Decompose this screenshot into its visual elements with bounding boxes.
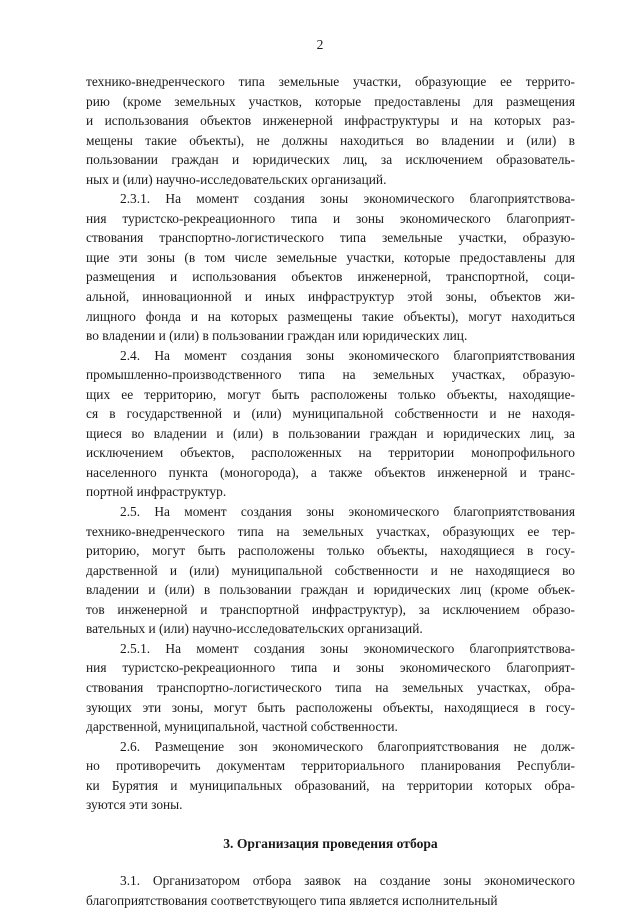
paragraph-list	[86, 72, 575, 815]
text-line: щие эти зоны (в том числе земельные участки, которые предоставлены для	[86, 249, 575, 265]
text-line: щих ее территорию, могут быть расположены только объекты, находящие-	[86, 386, 575, 402]
text-line: размещения и использования объектов инженерной, транспортной, соци-	[86, 269, 575, 285]
text-line: ствования транспортно-логистического типа земельные участки, образую-	[86, 230, 575, 246]
paragraph	[86, 871, 575, 910]
paragraph	[86, 639, 575, 737]
document-body	[86, 72, 575, 910]
text-line: ся в государственной и (или) муниципальной собственности и не находя-	[86, 406, 575, 422]
text-line: 3.1. Организатором отбора заявок на создание зоны экономического	[120, 873, 575, 889]
text-line: ных и (или) научно-исследовательских организаций.	[86, 171, 387, 187]
text-line: технико-внедренческого типа на земельных участках, образующих ее тер-	[86, 523, 575, 539]
text-line: и использования объектов инженерной инфраструктуры и на которых раз-	[86, 113, 575, 129]
text-line: 2.6. Размещение зон экономического благоприятствования не долж-	[120, 738, 575, 754]
text-line: 2.3.1. На момент создания зоны экономического благоприятствова-	[120, 191, 575, 207]
paragraph	[86, 189, 575, 345]
text-line: владении и (или) в пользовании граждан и юридических лиц (кроме объек-	[86, 582, 575, 598]
text-line: зуются эти зоны.	[86, 797, 183, 813]
text-line: 2.5. На момент создания зоны экономического благоприятствования	[120, 504, 575, 520]
text-line: лищного фонда и на которых размещены такие объекты), могут находиться	[86, 308, 575, 324]
text-line: технико-внедренческого типа земельные участки, образующие ее террито-	[86, 74, 575, 89]
text-line: дарственной и (или) муниципальной собственности и не находящиеся во	[86, 562, 575, 578]
text-line: во владении и (или) в пользовании граждан или юридических лиц.	[86, 328, 468, 344]
text-line: благоприятствования соответствующего типа является исполнительный	[86, 892, 498, 908]
paragraph	[86, 346, 575, 502]
text-line: исключением объектов, расположенных на территории монопрофильного	[86, 445, 575, 461]
text-line: промышленно-производственного типа на земельных участках, образую-	[86, 367, 575, 383]
text-line: дарственной, муниципальной, частной собственности.	[86, 719, 398, 735]
final-paragraph	[86, 871, 575, 910]
text-line: но противоречить документам территориального планирования Республи-	[86, 758, 575, 774]
paragraph	[86, 737, 575, 815]
text-line: ки Бурятия и муниципальных образований, на территории которых обра-	[86, 777, 575, 793]
text-line: вательных и (или) научно-исследовательских организаций.	[86, 621, 423, 637]
text-line: щиеся во владении и (или) в пользовании граждан и юридических лиц, за	[86, 425, 575, 441]
text-line: ния туристско-рекреационного типа и зоны экономического благоприят-	[86, 210, 575, 226]
text-line: альной, инновационной и иных инфраструктур этой зоны, объектов жи-	[86, 289, 575, 305]
text-line: ния туристско-рекреационного типа и зоны экономического благоприят-	[86, 660, 575, 676]
text-line: тов инженерной и транспортной инфраструктур), за исключением образо-	[86, 601, 575, 617]
text-line: рию (кроме земельных участков, которые предоставлены для размещения	[86, 93, 575, 109]
section-heading: 3. Организация проведения отбора	[223, 835, 438, 851]
text-line: 2.5.1. На момент создания зоны экономического благоприятствова-	[120, 640, 575, 656]
text-line: риторию, могут быть расположены только объекты, находящиеся в госу-	[86, 543, 575, 559]
paragraph	[86, 72, 575, 189]
page-number: 2	[316, 37, 324, 52]
text-line: мещены такие объекты), не должны находиться во владении и (или) в	[86, 132, 575, 148]
text-line: населенного пункта (моногорода), а также объектов инженерной и транс-	[86, 464, 575, 480]
text-line: пользовании граждан и юридических лиц, за исключением образователь-	[86, 152, 575, 168]
text-line: портной инфраструктур.	[86, 484, 227, 500]
text-line: ствования транспортно-логистического типа на земельных участках, обра-	[86, 679, 575, 695]
text-line: зующих эти зоны, могут быть расположены объекты, находящиеся в госу-	[86, 699, 575, 715]
paragraph	[86, 502, 575, 639]
text-line: 2.4. На момент создания зоны экономического благоприятствования	[120, 347, 575, 363]
